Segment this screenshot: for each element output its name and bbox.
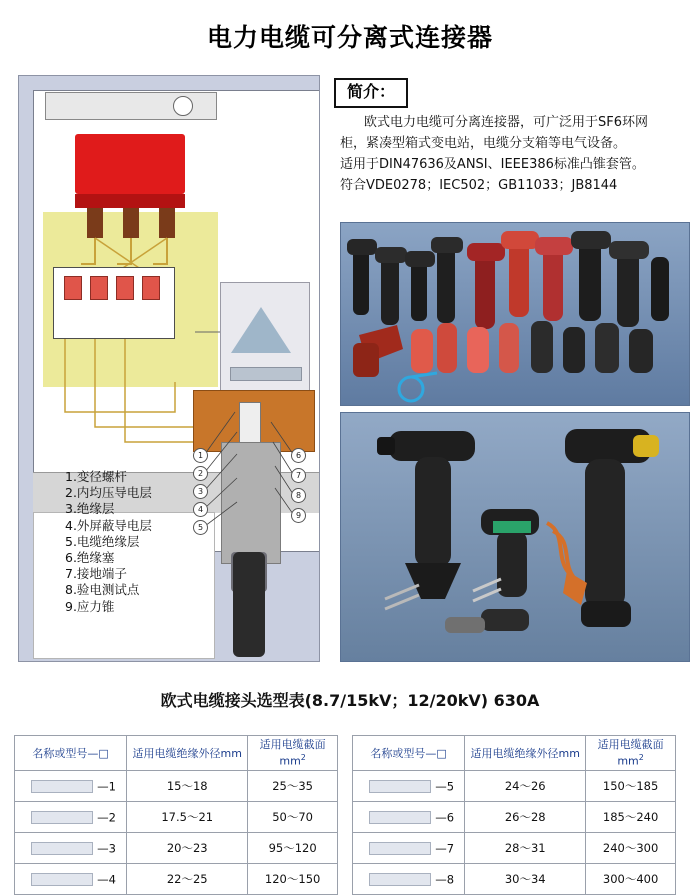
intro-line-3: 适用于DIN47636及ANSI、IEEE386标准凸锥套管。 — [340, 157, 645, 172]
cell-section: 95～120 — [248, 833, 338, 864]
legend-item-3: 3.绝缘层 — [65, 501, 115, 517]
cell-diameter: 26～28 — [465, 802, 586, 833]
intro-line-1: 欧式电力电缆可分离连接器，可广泛用于SF6环网 — [364, 115, 649, 130]
model-blank-bar — [31, 811, 93, 824]
legend-list — [65, 469, 152, 615]
cell-section: 300～400 — [586, 864, 676, 895]
legend-item-5: 5.电缆绝缘层 — [65, 533, 140, 549]
product-photo-bottom-content — [341, 413, 689, 661]
callout-2: 2 — [193, 466, 208, 481]
legend-item-2: 2.内均压导电层 — [65, 485, 152, 501]
intro-line-2: 柜，紧凑型箱式变电站，电缆分支箱等电气设备。 — [340, 136, 627, 151]
model-blank-bar — [369, 842, 431, 855]
callout-4: 4 — [193, 502, 208, 517]
table-row — [15, 864, 338, 895]
cell-diameter: 17.5～21 — [127, 802, 248, 833]
intro-line-4: 符合VDE0278；IEC502；GB11033；JB8144 — [340, 178, 618, 193]
cell-model: —4 — [15, 864, 127, 895]
spec-table-left — [14, 735, 338, 895]
cell-section: 240～300 — [586, 833, 676, 864]
header-model-left: 名称或型号—□ — [15, 736, 127, 771]
cell-model: —6 — [353, 802, 465, 833]
intro-text — [340, 112, 690, 196]
model-blank-bar — [31, 842, 93, 855]
header-section-right: 适用电缆截面 $mm^2$ — [586, 736, 676, 771]
product-photo-top — [340, 222, 690, 406]
header-diameter-left: 适用电缆绝缘外径mm — [127, 736, 248, 771]
cell-section: 185～240 — [586, 802, 676, 833]
product-photo-top-content — [341, 223, 689, 405]
callout-1: 1 — [193, 448, 208, 463]
cell-section: 120～150 — [248, 864, 338, 895]
cell-model: —8 — [353, 864, 465, 895]
cell-model: —3 — [15, 833, 127, 864]
legend-item-9: 9.应力锥 — [65, 598, 115, 614]
model-blank-bar — [31, 873, 93, 886]
table-row — [353, 833, 676, 864]
cell-model: —5 — [353, 771, 465, 802]
technical-drawing-panel — [18, 75, 320, 662]
legend-item-8: 8.验电测试点 — [65, 582, 140, 598]
callout-6: 6 — [291, 448, 306, 463]
drawing-canvas — [25, 82, 313, 655]
cell-model: —2 — [15, 802, 127, 833]
cell-section: 25～35 — [248, 771, 338, 802]
cell-diameter: 24～26 — [465, 771, 586, 802]
model-blank-bar — [369, 811, 431, 824]
legend-item-6: 6.绝缘塞 — [65, 550, 115, 566]
cell-model: —1 — [15, 771, 127, 802]
legend-item-7: 7.接地端子 — [65, 566, 127, 582]
table-row — [15, 802, 338, 833]
callout-5: 5 — [193, 520, 208, 535]
page-title: 电力电缆可分离式连接器 — [206, 23, 493, 52]
table-row — [15, 833, 338, 864]
table-row — [353, 771, 676, 802]
legend-item-1: 1.变径螺杆 — [65, 469, 127, 484]
table-row — [15, 771, 338, 802]
cell-diameter: 30～34 — [465, 864, 586, 895]
cell-diameter: 20～23 — [127, 833, 248, 864]
spec-table-right — [352, 735, 676, 895]
model-blank-bar — [31, 780, 93, 793]
legend-item-4: 4.外屏蔽导电层 — [65, 517, 152, 533]
header-section-left: 适用电缆截面 $mm^2$ — [248, 736, 338, 771]
table-row — [353, 802, 676, 833]
header-diameter-right: 适用电缆绝缘外径mm — [465, 736, 586, 771]
product-photo-bottom — [340, 412, 690, 662]
table-row — [353, 864, 676, 895]
intro-label: 简介： — [334, 78, 408, 108]
callout-9: 9 — [291, 508, 306, 523]
selection-table-title: 欧式电缆接头选型表(8.7/15kV；12/20kV) 630A — [160, 691, 540, 710]
callout-8: 8 — [291, 488, 306, 503]
cell-section: 150～185 — [586, 771, 676, 802]
table-header-row — [353, 736, 676, 771]
callout-7: 7 — [291, 468, 306, 483]
cell-diameter: 15～18 — [127, 771, 248, 802]
cell-diameter: 22～25 — [127, 864, 248, 895]
table-header-row — [15, 736, 338, 771]
model-blank-bar — [369, 873, 431, 886]
cell-section: 50～70 — [248, 802, 338, 833]
model-blank-bar — [369, 780, 431, 793]
cell-diameter: 28～31 — [465, 833, 586, 864]
cell-model: —7 — [353, 833, 465, 864]
callout-3: 3 — [193, 484, 208, 499]
header-model-right: 名称或型号—□ — [353, 736, 465, 771]
